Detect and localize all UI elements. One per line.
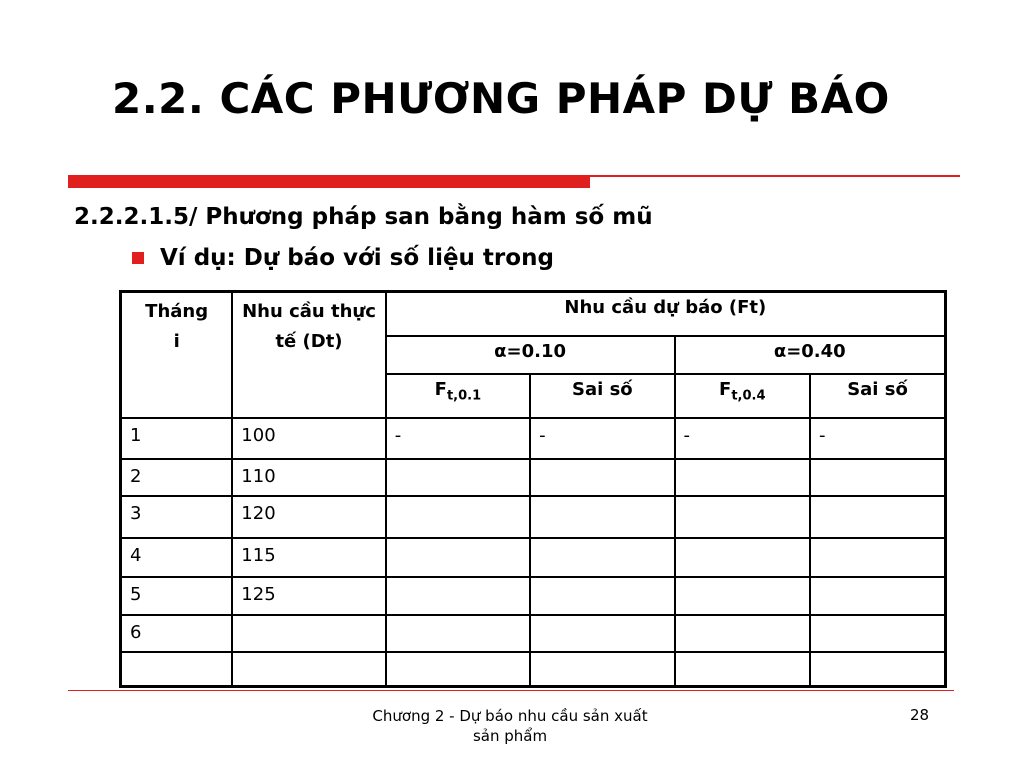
table-cell xyxy=(121,652,233,687)
section-subtitle: 2.2.2.1.5/ Phương pháp san bằng hàm số mũ xyxy=(74,204,653,230)
table-cell xyxy=(530,577,674,615)
table-row xyxy=(121,538,946,577)
page-number: 28 xyxy=(910,706,930,724)
table-cell: - xyxy=(810,418,945,459)
header-actual-demand: Nhu cầu thực tế (Dt) xyxy=(232,292,385,418)
table-cell xyxy=(530,652,674,687)
table-row xyxy=(121,577,946,615)
table-cell xyxy=(530,459,674,496)
table-cell xyxy=(386,652,530,687)
table-cell: 100 xyxy=(232,418,385,459)
table-cell: 1 xyxy=(121,418,233,459)
header-forecast-01-sub: t,0.1 xyxy=(446,388,482,404)
table-cell xyxy=(810,652,945,687)
table-cell: 120 xyxy=(232,496,385,538)
table-cell xyxy=(810,577,945,615)
table-row xyxy=(121,496,946,538)
slide-title: 2.2. CÁC PHƯƠNG PHÁP DỰ BÁO xyxy=(112,74,890,123)
table-row xyxy=(121,652,946,687)
header-month-line2: i xyxy=(173,331,180,352)
header-error-01: Sai số xyxy=(530,374,674,418)
footer-divider xyxy=(68,690,954,691)
table-cell: 5 xyxy=(121,577,233,615)
table-cell xyxy=(810,538,945,577)
header-alpha-040: α=0.40 xyxy=(675,336,946,374)
header-forecast-04 xyxy=(675,374,811,418)
table-cell xyxy=(675,459,811,496)
table-cell: 4 xyxy=(121,538,233,577)
header-forecast-01 xyxy=(386,374,530,418)
table-cell: 2 xyxy=(121,459,233,496)
table-cell: - xyxy=(530,418,674,459)
title-underline-line xyxy=(590,175,960,177)
bullet-text: Ví dụ: Dự báo với số liệu trong xyxy=(160,245,554,271)
table-cell xyxy=(386,496,530,538)
header-forecast-04-sub: t,0.4 xyxy=(731,388,766,404)
bullet-item xyxy=(132,245,554,271)
table-cell xyxy=(386,538,530,577)
table-row xyxy=(121,418,946,459)
table-cell: 3 xyxy=(121,496,233,538)
table-row xyxy=(121,615,946,652)
table-cell xyxy=(675,577,811,615)
header-alpha-010: α=0.10 xyxy=(386,336,675,374)
table-cell: - xyxy=(675,418,811,459)
header-error-04: Sai số xyxy=(810,374,945,418)
table-cell xyxy=(530,496,674,538)
table-cell xyxy=(675,615,811,652)
table-cell xyxy=(810,459,945,496)
header-forecast-04-main: F xyxy=(719,378,732,400)
table-cell: 125 xyxy=(232,577,385,615)
table-cell xyxy=(386,459,530,496)
table-cell: 6 xyxy=(121,615,233,652)
table-cell xyxy=(232,652,385,687)
table-cell: - xyxy=(386,418,530,459)
table-cell: 115 xyxy=(232,538,385,577)
table-cell xyxy=(675,538,811,577)
bullet-square-icon xyxy=(132,252,144,264)
table-cell: 110 xyxy=(232,459,385,496)
table-cell xyxy=(386,577,530,615)
table-cell xyxy=(810,496,945,538)
header-forecast-01-main: F xyxy=(434,378,447,400)
header-month-line1: Tháng xyxy=(145,301,209,322)
table-cell xyxy=(386,615,530,652)
table-cell xyxy=(530,615,674,652)
header-month xyxy=(121,292,233,418)
header-forecast-group: Nhu cầu dự báo (Ft) xyxy=(386,292,946,336)
table-cell xyxy=(675,652,811,687)
table-cell xyxy=(675,496,811,538)
table-cell xyxy=(810,615,945,652)
title-underline-bar xyxy=(68,175,590,188)
table-cell xyxy=(530,538,674,577)
forecast-table xyxy=(119,290,947,688)
table-row xyxy=(121,459,946,496)
footer-chapter-text: Chương 2 - Dự báo nhu cầu sản xuất sản phẩm xyxy=(372,707,648,745)
table-cell xyxy=(232,615,385,652)
